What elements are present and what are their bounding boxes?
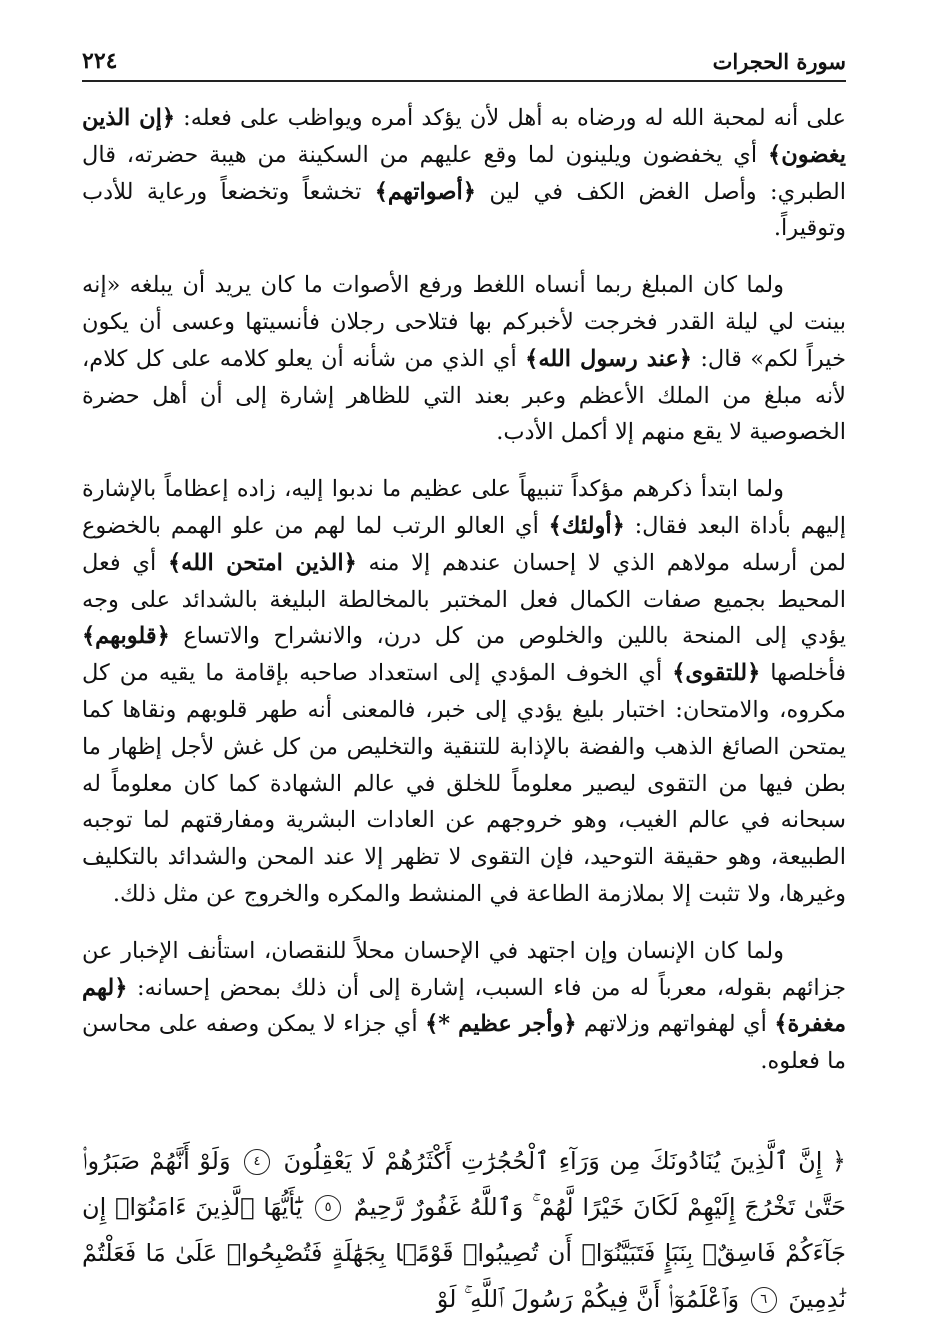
ayah-number-marker: ٥ [315,1195,341,1221]
quran-quote: ﴿أولئك﴾ [548,512,625,539]
commentary-run: أي العالو الرتب لما لهم من علو الهمم بالخضوع لمن أرسله مولاهم الذي لا إحسان عندهم إلا منه [82,512,846,576]
commentary-run: أي الخوف المؤدي إلى استعداد صاحبه بإقامة ما يقيه من كل مكروه، والامتحان: اختبار بليغ يؤدي إلى خبر، فالمعنى أنه طهر قلوبهم ونقاها كما يمتحن الصائغ الذهب والفضة بالإذابة للتنقية والتخليص من كل غش لأجل إظهار ما بطن فيها من التقوى ليصير معلوماً للخلق في عالم الشهادة كما كان معلوماً له سبحانه في عالم الغيب، وهو خروجهم عن العادات البشرية ومفارقتهم لما توجبه الطبيعة، وهو حقيقة التوحيد، فإن التقوى لا تظهر إلا عند المحن والشدائد بالتكليف وغيرها، ولا تثبت إلا بملازمة الطاعة في المنشط والمكره والخروج عن مثل ذلك. [82,660,846,907]
commentary-run: على أنه لمحبة الله له ورضاه به أهل لأن يؤكد أمره ويواظب على فعله: [175,105,846,131]
commentary-paragraph [82,933,846,1080]
commentary-run: ولما كان المبلغ ربما أنساه اللغط ورفع الأصوات ما كان يريد أن يبلغه «إنه بينت لي ليلة القدر فخرجت لأخبركم بها فتلاحى رجلان فأنسيتها وعسى أن يكون خيراً لكم» قال: [82,272,846,372]
quran-quote: ﴿للتقوى﴾ [672,660,761,687]
running-head [82,42,846,82]
quran-quote: ﴿الذين امتحن الله﴾ [167,549,357,576]
quran-quote: ﴿عند رسول الله﴾ [525,345,692,372]
quran-verse-text: يَٰٓأَيُّهَا ٱلَّذِينَ ءَامَنُوٓا۟ إِن جَآءَكُمْ فَاسِقٌۢ بِنَبَإٍ فَتَبَيَّنُوٓا۟ أَن تُصِيبُوا۟ قَوْمًۢا بِجَهَٰلَةٍ فَتُصْبِحُوا۟ عَلَىٰ مَا فَعَلْتُمْ نَٰدِمِينَ [82,1193,846,1313]
quran-verse-text: وَٱعْلَمُوٓا۟ أَنَّ فِيكُمْ رَسُولَ ٱللَّهِ ۚ لَوْ [436,1285,747,1313]
commentary-run: أي الذي من شأنه أن يعلو كلامه على كل كلام، لأنه مبلغ من الملك الأعظم وعبر بعند التي للظاهر إشارة إلى أن أهل حضرة الخصوصية لا يقع منهم إلا أكمل الأدب. [82,345,846,446]
commentary-run: فأخلصها [760,660,847,687]
commentary-run: أي فعل المحيط بجميع صفات الكمال فعل المختبر بالمخالطة البليغة بالشدائد على وجه يؤدي إلى المنحة باللين والخلوص من كل درن، والانشراح والاتساع [82,549,846,650]
quran-verse-text: وَلَوْ أَنَّهُمْ صَبَرُوا۟ حَتَّىٰ تَخْرُجَ إِلَيْهِمْ لَكَانَ خَيْرًا لَّهُمْ ۚ وَٱللَّهُ غَفُورٌ رَّحِيمٌ [82,1147,847,1221]
quran-verses [82,1138,846,1322]
commentary-paragraph [82,471,846,913]
quran-verse-text: ﴿ إِنَّ ٱلَّذِينَ يُنَادُونَكَ مِن وَرَآءِ ٱلْحُجُرَٰتِ أَكْثَرُهُمْ لَا يَعْقِلُونَ [274,1147,846,1175]
commentary-run: تخشعاً وتخضعاً ورعاية للأدب وتوقيراً. [82,178,846,242]
quran-quote: ﴿أصواتهم﴾ [374,178,476,205]
quran-quote: ﴿قلوبهم﴾ [82,623,170,650]
quran-verses-block [82,1138,846,1322]
commentary-run: أي جزاء لا يمكن وصفه على محاسن ما فعلوه. [82,1011,846,1075]
commentary-run: أي لهفواتهم وزلاتهم [576,1011,775,1038]
commentary-run: ولما ابتدأ ذكرهم مؤكداً تنبيهاً على عظيم ما ندبوا إليه، زاده إعظاماً بالإشارة إليهم بأداة البعد فقال: [82,476,846,539]
quran-quote: ﴿وأجر عظيم *﴾ [425,1011,577,1038]
quran-quote: ﴿إن الذين يغضون﴾ [82,105,846,168]
commentary-text [82,100,846,1100]
quran-quote: ﴿لهم مغفرة﴾ [82,974,847,1038]
commentary-paragraph [82,100,846,247]
surah-title: سورة الحجرات [712,49,846,74]
commentary-run: ولما كان الإنسان وإن اجتهد في الإحسان محلاً للنقصان، استأنف الإخبار عن جزائهم بقوله، معرباً له من فاء السبب، إشارة إلى أن ذلك بمحض إحسانه: [82,937,846,1001]
commentary-paragraph [82,267,846,451]
ayah-number-marker: ٤ [244,1149,270,1175]
ayah-number-marker: ٦ [751,1287,777,1313]
commentary-run: أي يخفضون ويلينون لما وقع عليهم من السكينة من هيبة حضرته، قال الطبري: وأصل الغض الكف في لين [82,141,847,205]
page-number: ٢٢٤ [82,48,118,74]
